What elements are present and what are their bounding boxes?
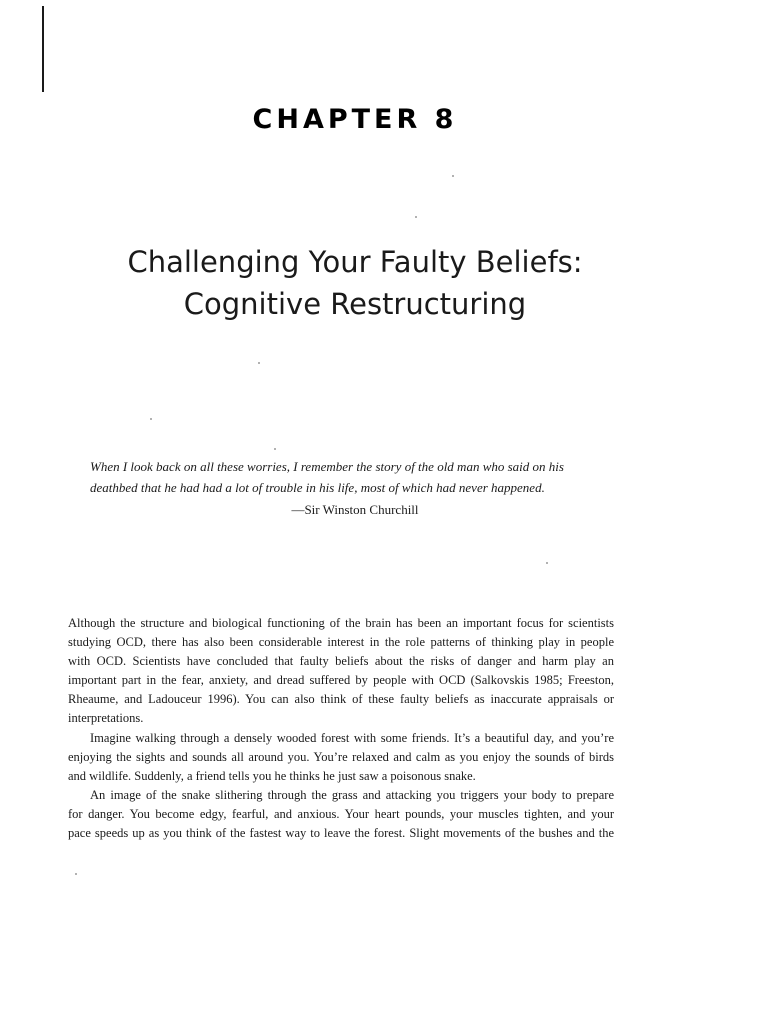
paragraph-3-line-2: for danger. You become edgy, fearful, and anxious. Your heart pounds, your muscles tighten, and your: [68, 806, 614, 821]
scan-speck: [452, 175, 454, 177]
epigraph-line-1: When I look back on all these worries, I remember the story of the old man who said on his: [90, 459, 564, 474]
paragraph-1-line-1: Although the structure and biological functioning of the brain has been an important focus for scientists: [68, 616, 614, 630]
epigraph-attribution: —Sir Winston Churchill: [291, 502, 419, 517]
paragraph-1-line-6: interpretations.: [68, 711, 144, 726]
paragraph-2-line-3: and wildlife. Suddenly, a friend tells you he thinks he just saw a poisonous snake.: [68, 768, 476, 783]
scan-speck: [150, 418, 152, 420]
paragraph-2: [68, 729, 614, 786]
chapter-title: [0, 241, 710, 325]
scan-edge-mark: [42, 6, 44, 92]
paragraph-3-line-1: An image of the snake slithering through the grass and attacking you triggers your body to prepare: [90, 787, 614, 802]
chapter-label: CHAPTER 8: [252, 104, 458, 135]
epigraph-line-2: deathbed that he had had a lot of trouble in his life, most of which had never happened.: [90, 480, 545, 495]
paragraph-1: [68, 614, 614, 729]
paragraph-2-line-1: Imagine walking through a densely wooded forest with some friends. It’s a beautiful day, and you’re: [90, 730, 614, 745]
scan-speck: [258, 362, 260, 364]
paragraph-1-line-2: studying OCD, there has also been considerable interest in the role patterns of thinking play in people: [68, 635, 614, 650]
paragraph-3: [68, 786, 614, 843]
paragraph-2-line-2: enjoying the sights and sounds all around you. You’re relaxed and calm as you enjoy the sounds of birds: [68, 749, 614, 764]
epigraph: [90, 456, 610, 498]
scan-speck: [546, 562, 548, 564]
chapter-title-line-2: Cognitive Restructuring: [183, 287, 527, 321]
body-text: [68, 614, 614, 843]
paragraph-1-line-4: important part in the fear, anxiety, and dread suffered by people with OCD (Salkovskis 1985; Freeston,: [68, 673, 614, 688]
paragraph-1-line-3: with OCD. Scientists have concluded that faulty beliefs about the risks of danger and harm play an: [68, 654, 614, 669]
paragraph-3-line-3: pace speeds up as you think of the fastest way to leave the forest. Slight movements of the bushes and the: [68, 826, 614, 841]
scan-speck: [274, 448, 276, 450]
scan-speck: [415, 216, 417, 218]
paragraph-1-line-5: Rheaume, and Ladouceur 1996). You can also think of these faulty beliefs as inaccurate appraisals or: [68, 692, 614, 707]
scan-speck: [75, 873, 77, 875]
chapter-title-line-1: Challenging Your Faulty Beliefs:: [127, 245, 583, 279]
